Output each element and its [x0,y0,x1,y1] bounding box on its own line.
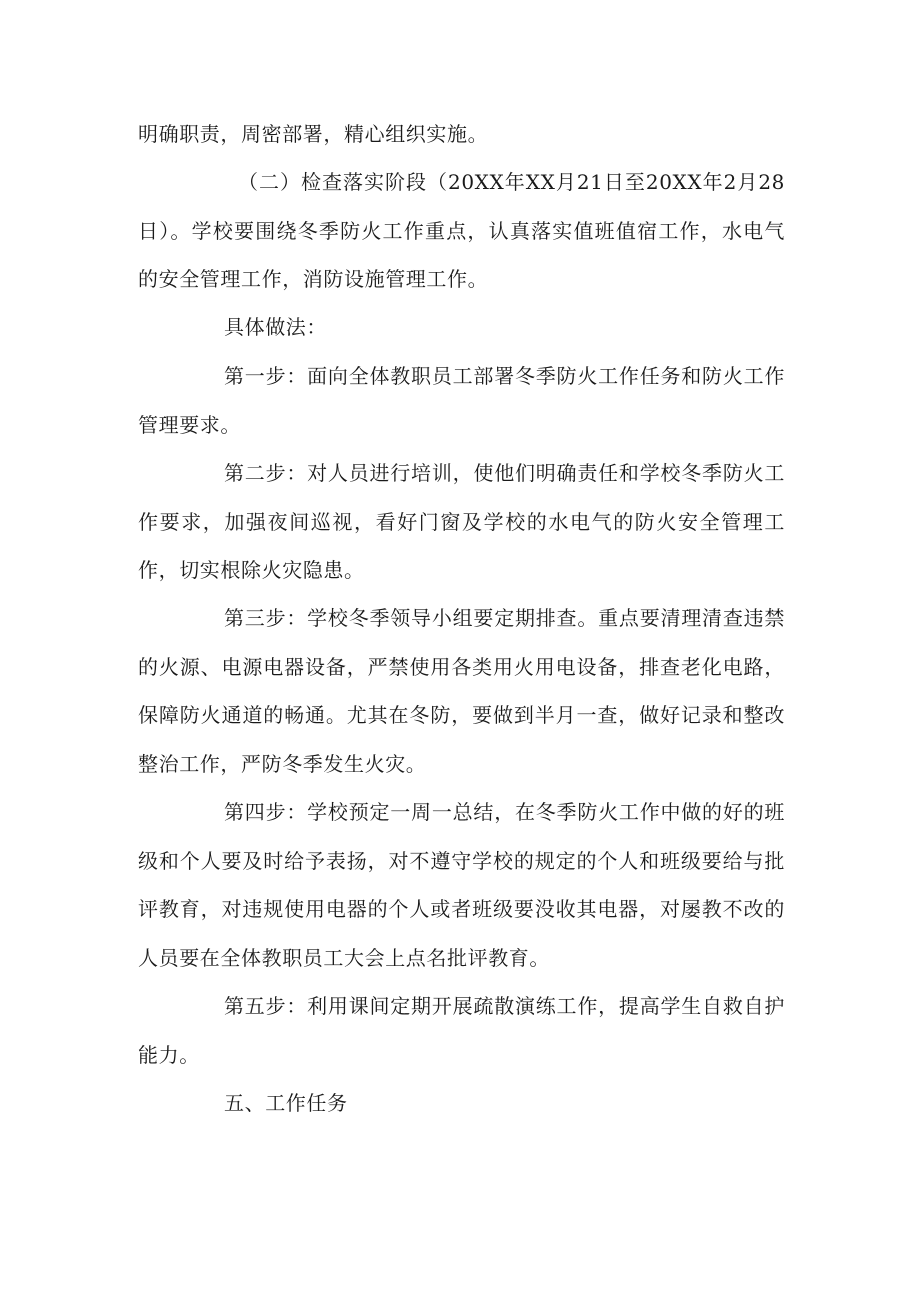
paragraph-step-four: 第四步：学校预定一周一总结，在冬季防火工作中做的好的班级和个人要及时给予表扬，对不遵守学校的规定的个人和班级要给与批评教育，对违规使用电器的个人或者班级要没收其电器，对屡教不改的人员要在全体教职员工大会上点名批评教育。 [138,800,785,970]
section-heading-work-tasks: 五、工作任务 [224,1091,348,1115]
paragraph-step-two: 第二步：对人员进行培训，使他们明确责任和学校冬季防火工作要求，加强夜间巡视，看好门窗及学校的水电气的防火安全管理工作，切实根除火灾隐患。 [138,461,785,582]
paragraph-continuation: 明确职责，周密部署，精心组织实施。 [138,122,489,146]
paragraph-inspection-stage: （二）检查落实阶段（20XX年XX月21日至20XX年2月28日）。学校要围绕冬季防火工作重点，认真落实值班值宿工作，水电气的安全管理工作，消防设施管理工作。 [138,170,785,291]
paragraph-step-one: 第一步：面向全体教职员工部署冬季防火工作任务和防火工作管理要求。 [138,364,785,437]
paragraph-step-three: 第三步：学校冬季领导小组要定期排查。重点要清理清查违禁的火源、电源电器设备，严禁使用各类用火用电设备，排查老化电路，保障防火通道的畅通。尤其在冬防，要做到半月一查，做好记录和整改整治工作，严防冬季发生火灾。 [138,606,785,776]
paragraph-specific-methods: 具体做法： [224,315,327,339]
paragraph-step-five: 第五步：利用课间定期开展疏散演练工作，提高学生自救自护能力。 [138,994,785,1067]
